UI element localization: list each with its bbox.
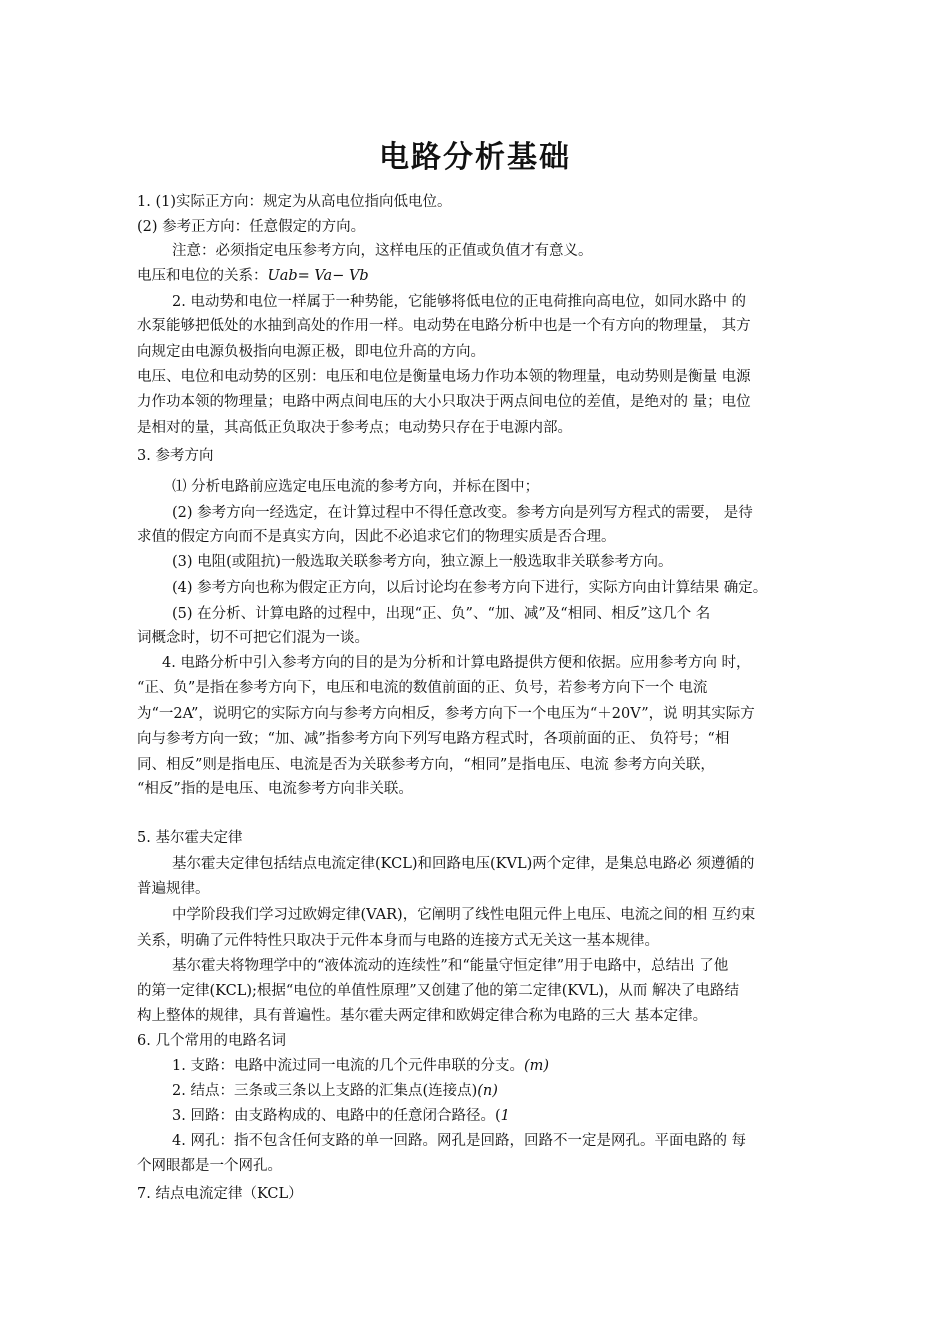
text-line: 构上整体的规律，具有普遍性。基尔霍夫两定律和欧姆定律合称为电路的三大 基本定律。 xyxy=(137,1008,708,1024)
text-line: 3. 参考方向 xyxy=(137,448,214,464)
text-line: 6. 几个常用的电路名词 xyxy=(137,1033,286,1049)
text-line: 向规定由电源负极指向电源正极，即电位升高的方向。 xyxy=(137,344,485,360)
text-line: 为“一2A”，说明它的实际方向与参考方向相反，参考方向下一个电压为“＋20V”，说 明其实际方 xyxy=(137,706,755,722)
text-line: 基尔霍夫将物理学中的“液体流动的连续性”和“能量守恒定律”用于电路中，总结出 了他 xyxy=(172,958,729,974)
page-title: 电路分析基础 xyxy=(379,140,571,175)
text-line: 是相对的量，其高低正负取决于参考点；电动势只存在于电源内部。 xyxy=(137,420,572,436)
text-line xyxy=(172,1105,510,1127)
text-line xyxy=(172,1055,549,1077)
text-line: 个网眼都是一个网孔。 xyxy=(137,1158,282,1174)
text-segment: 1. 支路：电路中流过同一电流的几个元件串联的分支。 xyxy=(172,1058,524,1074)
text-line: 1. (1)实际正方向：规定为从高电位指向低电位。 xyxy=(137,194,452,210)
text-line: (2) 参考正方向：任意假定的方向。 xyxy=(137,219,366,235)
text-line: 的第一定律(KCL);根据“电位的单值性原理”又创建了他的第二定律(KVL)，从而 解决了电路结 xyxy=(137,983,740,999)
text-line: 电压、电位和电动势的区别：电压和电位是衡量电场力作功本领的物理量，电动势则是衡量 电源 xyxy=(137,369,751,385)
text-line: 5. 基尔霍夫定律 xyxy=(137,830,243,846)
text-line: (2) 参考方向一经选定，在计算过程中不得任意改变。参考方向是列写方程式的需要， 是待 xyxy=(172,505,753,521)
text-line: (3) 电阻(或阻抗)一般选取关联参考方向，独立源上一般选取非关联参考方向。 xyxy=(172,554,673,570)
text-segment: 电压和电位的关系： xyxy=(137,268,268,284)
text-line: (5) 在分析、计算电路的过程中，出现“正、负”、“加、减”及“相同、相反”这几个 名 xyxy=(172,606,711,622)
text-line: 注意：必须指定电压参考方向，这样电压的正值或负值才有意义。 xyxy=(172,243,593,259)
text-line: 力作功本领的物理量；电路中两点间电压的大小只取决于两点间电位的差值，是绝对的 量；电位 xyxy=(137,394,751,410)
symbol-mark: 1 xyxy=(500,1108,510,1124)
text-line: 向与参考方向一致；“加、减”指参考方向下列写电路方程式时，各项前面的正、 负符号；“相 xyxy=(137,731,730,747)
symbol-mark: (n) xyxy=(477,1083,498,1099)
text-line: “相反”指的是电压、电流参考方向非关联。 xyxy=(137,781,413,797)
symbol-mark: (m) xyxy=(523,1058,550,1074)
text-line: 求值的假定方向而不是真实方向，因此不必追求它们的物理实质是否合理。 xyxy=(137,529,616,545)
text-segment: 2. 结点：三条或三条以上支路的汇集点(连接点) xyxy=(172,1083,478,1099)
text-line xyxy=(137,265,369,287)
text-line: (4) 参考方向也称为假定正方向，以后讨论均在参考方向下进行，实际方向由计算结果 确定。 xyxy=(172,580,768,596)
text-line: 中学阶段我们学习过欧姆定律(VAR)，它阐明了线性电阻元件上电压、电流之间的相 互约束 xyxy=(172,907,756,923)
text-line: 普遍规律。 xyxy=(137,881,210,897)
text-line: 同、相反”则是指电压、电流是否为关联参考方向，“相同”是指电压、电流 参考方向关联， xyxy=(137,757,715,773)
text-line: 词概念时，切不可把它们混为一谈。 xyxy=(137,630,369,646)
formula: Uab= Va− Vb xyxy=(267,268,369,284)
text-line: 7. 结点电流定律（KCL） xyxy=(137,1186,303,1202)
text-line: 关系，明确了元件特性只取决于元件本身而与电路的连接方式无关这一基本规律。 xyxy=(137,933,659,949)
text-segment: 3. 回路：由支路构成的、电路中的任意闭合路径。( xyxy=(172,1108,501,1124)
text-line: “正、负”是指在参考方向下，电压和电流的数值前面的正、负号，若参考方向下一个 电流 xyxy=(137,680,708,696)
text-line: ⑴ 分析电路前应选定电压电流的参考方向，并标在图中； xyxy=(172,479,540,495)
text-line: 基尔霍夫定律包括结点电流定律(KCL)和回路电压(KVL)两个定律，是集总电路必 须遵循的 xyxy=(172,856,755,872)
text-line: 4. 网孔：指不包含任何支路的单一回路。网孔是回路，回路不一定是网孔。平面电路的 每 xyxy=(172,1133,747,1149)
text-line: 2. 电动势和电位一样属于一种势能，它能够将低电位的正电荷推向高电位，如同水路中 的 xyxy=(172,294,747,310)
text-line: 水泵能够把低处的水抽到高处的作用一样。电动势在电路分析中也是一个有方向的物理量， 其方 xyxy=(137,318,751,334)
text-line: 4. 电路分析中引入参考方向的目的是为分析和计算电路提供方便和依据。应用参考方向 时， xyxy=(162,655,751,671)
text-line xyxy=(172,1080,498,1102)
